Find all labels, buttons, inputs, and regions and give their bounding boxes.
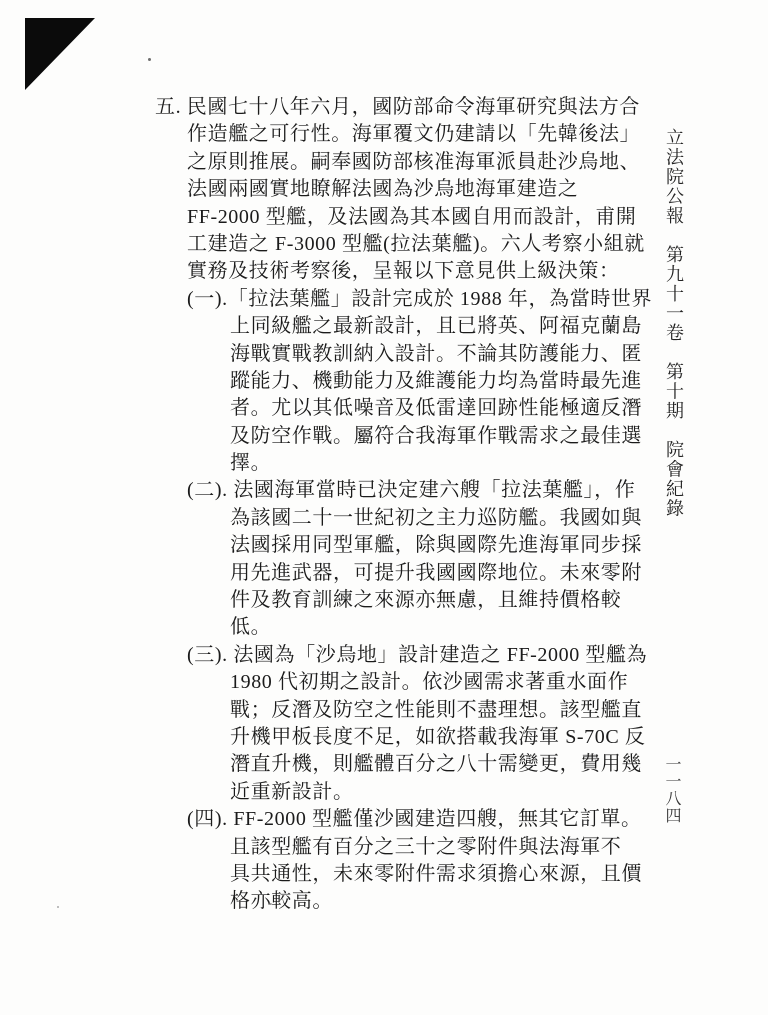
text-line: 作造艦之可行性。海軍覆文仍建請以「先韓後法」 (187, 123, 641, 146)
text-line: 實務及技術考察後，呈報以下意見供上級決策： (187, 260, 620, 283)
text-line: 近重新設計。 (230, 780, 354, 803)
text-line: 蹤能力、機動能力及維護能力均為當時最先進 (230, 369, 642, 392)
text-line: 上同級艦之最新設計，且已將英、阿福克蘭島 (230, 315, 642, 338)
text-line: 五. 民國七十八年六月，國防部命令海軍研究與法方合 (155, 96, 640, 118)
page-number: 一一八四 (663, 756, 680, 824)
text-line: (四). FF-2000 型艦僅沙國建造四艘，無其它訂單。 (187, 808, 642, 831)
scan-speck (148, 58, 151, 61)
text-line: 之原則推展。嗣奉國防部核准海軍派員赴沙烏地、 (187, 150, 641, 173)
text-line: 擇。 (230, 452, 272, 475)
text-line: 法國採用同型軍艦，除與國際先進海軍同步採 (230, 534, 642, 557)
text-line: 為該國二十一世紀初之主力巡防艦。我國如與 (230, 506, 642, 529)
body-text-block (0, 94, 768, 916)
text-line: (一).「拉法葉艦」設計完成於 1988 年，為當時世界 (187, 287, 653, 310)
text-line: 1980 代初期之設計。依沙國需求著重水面作 (230, 671, 629, 694)
text-line: (三). 法國為「沙烏地」設計建造之 FF-2000 型艦為 (187, 643, 648, 666)
text-line: (二). 法國海軍當時已決定建六艘「拉法葉艦」，作 (187, 479, 636, 502)
text-line: 具共通性，未來零附件需求須擔心來源，且價 (230, 862, 642, 885)
text-line: 升機甲板長度不足，如欲搭載我海軍 S-70C 反 (230, 725, 646, 748)
text-line: 件及教育訓練之來源亦無慮，且維持價格較 (230, 589, 622, 612)
text-line: 法國兩國實地瞭解法國為沙烏地海軍建造之 (187, 178, 579, 201)
text-line: 海戰實戰教訓納入設計。不論其防護能力、匿 (230, 342, 642, 365)
gazette-running-title: 立法院公報 第九十一卷 第十期 院會紀錄 (664, 128, 684, 518)
text-line: FF-2000 型艦，及法國為其本國自用而設計，甫開 (187, 205, 637, 228)
scan-corner-artifact (25, 18, 95, 90)
text-line: 及防空作戰。屬符合我海軍作戰需求之最佳選 (230, 424, 642, 447)
text-line: 且該型艦有百分之三十之零附件與法海軍不 (230, 835, 622, 858)
text-line: 用先進武器，可提升我國國際地位。未來零附 (230, 561, 642, 584)
text-line: 者。尤以其低噪音及低雷達回跡性能極適反潛 (230, 397, 642, 420)
text-line: 低。 (230, 616, 272, 639)
text-line: 工建造之 F-3000 型艦(拉法葉艦)。六人考察小組就 (187, 232, 645, 255)
text-line: 戰；反潛及防空之性能則不盡理想。該型艦直 (230, 698, 642, 721)
text-line: 潛直升機，則艦體百分之八十需變更，費用幾 (230, 753, 642, 776)
text-line: 格亦較高。 (230, 890, 333, 913)
